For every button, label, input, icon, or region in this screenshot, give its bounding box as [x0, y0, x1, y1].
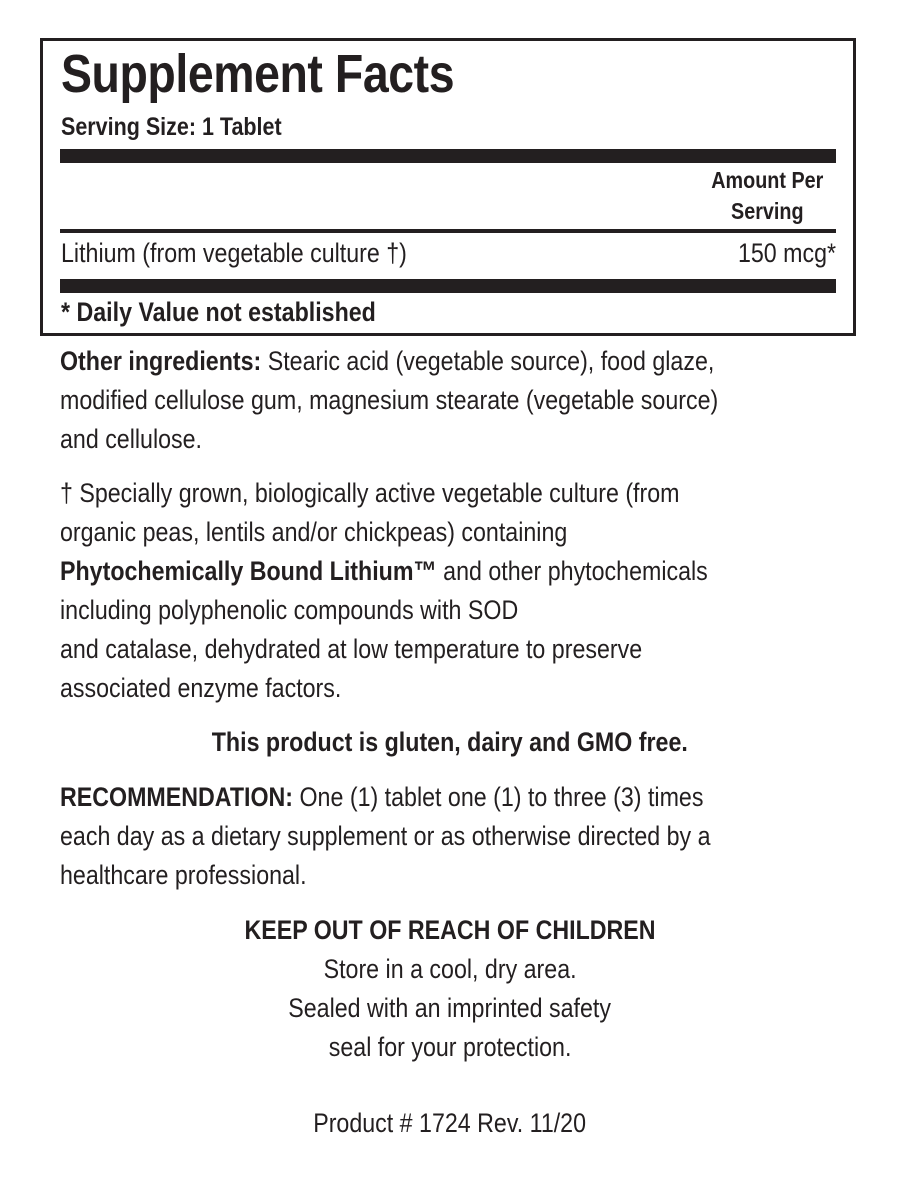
other-ingredients-line3: and cellulose. — [60, 424, 203, 454]
culture-note-line1: † Specially grown, biologically active vegetable culture (from — [60, 478, 680, 508]
culture-note-line5: and catalase, dehydrated at low temperature to preserve — [60, 634, 643, 664]
serving-size: Serving Size: 1 Tablet — [61, 113, 282, 141]
amount-per-serving-header — [711, 165, 823, 227]
recommendation-label: RECOMMENDATION: — [60, 782, 294, 812]
safety-seal-line1: Sealed with an imprinted safety — [288, 993, 612, 1023]
thick-divider — [60, 149, 836, 163]
product-number: Product # 1724 Rev. 11/20 — [313, 1108, 587, 1138]
amount-header-line2: Serving — [730, 198, 804, 224]
amount-header-line1: Amount Per — [710, 167, 823, 193]
recommendation-line2: each day as a dietary supplement or as otherwise directed by a — [60, 821, 711, 851]
recommendation-line1: RECOMMENDATION: One (1) tablet one (1) to three (3) times — [60, 782, 704, 812]
free-from-statement: This product is gluten, dairy and GMO free. — [211, 727, 689, 757]
other-ingredients — [60, 342, 718, 459]
safety-seal-line2: seal for your protection. — [328, 1032, 572, 1062]
culture-note — [60, 474, 708, 708]
culture-note-line3: Phytochemically Bound Lithium™ and other phytochemicals — [60, 556, 708, 586]
other-ingredients-line2: modified cellulose gum, magnesium stearate (vegetable source) — [60, 385, 719, 415]
nutrient-amount: 150 mcg* — [737, 238, 836, 268]
nutrient-name: Lithium (from vegetable culture †) — [61, 238, 407, 268]
storage-instruction: Store in a cool, dry area. — [323, 954, 577, 984]
culture-note-line2: organic peas, lentils and/or chickpeas) containing — [60, 517, 568, 547]
warning-title: KEEP OUT OF REACH OF CHILDREN — [244, 915, 656, 945]
culture-note-line4: including polyphenolic compounds with SOD — [60, 595, 519, 625]
thick-divider — [60, 279, 836, 293]
thin-divider — [60, 229, 836, 233]
facts-title: Supplement Facts — [61, 44, 455, 104]
recommendation-line3: healthcare professional. — [60, 860, 307, 890]
daily-value-note: * Daily Value not established — [61, 297, 376, 327]
trademark-ingredient: Phytochemically Bound Lithium™ — [60, 556, 437, 586]
culture-note-line6: associated enzyme factors. — [60, 673, 342, 703]
other-ingredients-line1: Other ingredients: Stearic acid (vegetable source), food glaze, — [60, 346, 715, 376]
supplement-facts-panel — [40, 38, 856, 336]
other-ingredients-label: Other ingredients: — [60, 346, 262, 376]
recommendation — [60, 778, 711, 895]
